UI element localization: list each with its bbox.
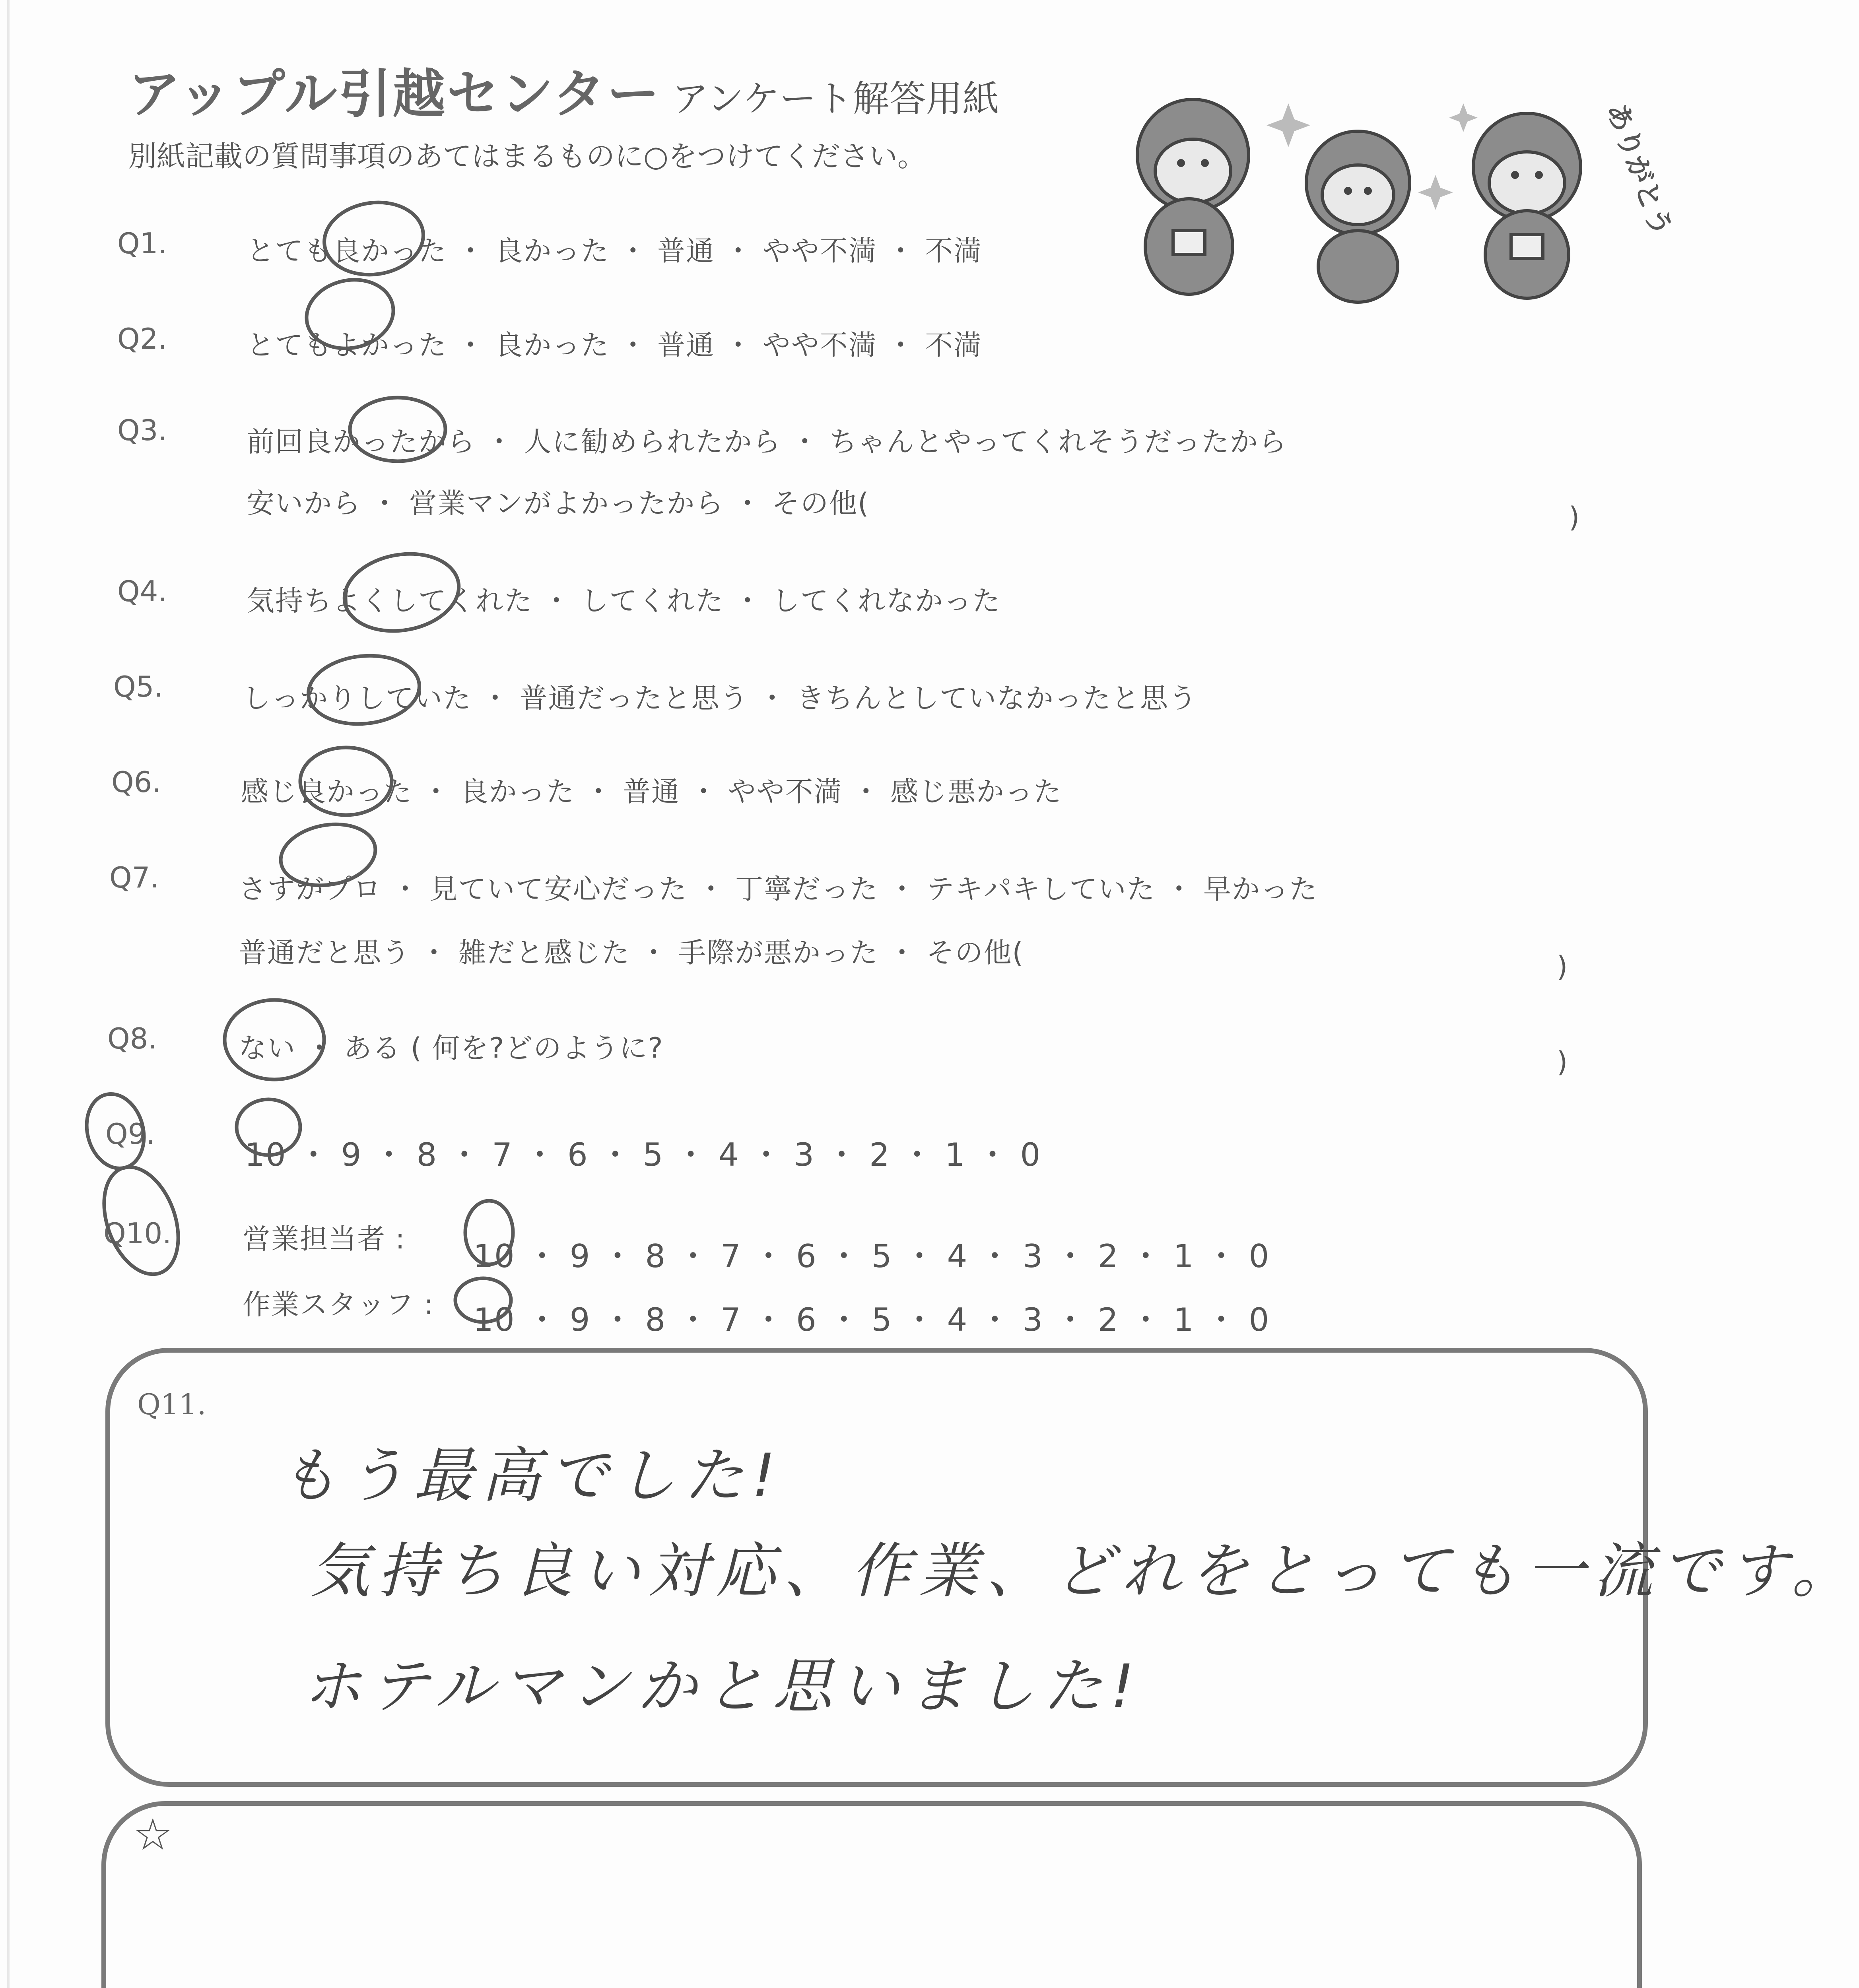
form-subtitle: アンケート解答用紙 (672, 78, 999, 120)
q8-label: Q8. (107, 1022, 157, 1055)
q2-options: とてもよかった ・ 良かった ・ 普通 ・ やや不満 ・ 不満 (247, 329, 983, 361)
q8-selection-circle (225, 1000, 324, 1079)
q5-label: Q5. (113, 670, 163, 703)
q10-label-circle (90, 1157, 192, 1284)
q3-close-paren: ) (1569, 501, 1580, 534)
q1-selection-circle (320, 196, 428, 281)
q7-close-paren: ) (1557, 950, 1568, 983)
q1-label: Q1. (117, 227, 167, 260)
q5-options: しっかりしていた ・ 普通だったと思う ・ きちんとしていなかったと思う (243, 682, 1198, 714)
q4-label: Q4. (117, 575, 167, 608)
q4-selection-circle (338, 545, 465, 639)
q2-label: Q2. (117, 322, 167, 355)
q10-sales-scale: 10 ・ 9 ・ 8 ・ 7 ・ 6 ・ 5 ・ 4 ・ 3 ・ 2 ・ 1 ・ 0 (473, 1238, 1270, 1275)
star-icon: ☆ (133, 1809, 173, 1860)
q6-selection-circle (300, 747, 392, 815)
q3-options-line1: 前回良かったから ・ 人に勧められたから ・ ちゃんとやってくれそうだったから (247, 425, 1288, 458)
q4-options: 気持ちよくしてくれた ・ してくれた ・ してくれなかった (247, 584, 1001, 617)
q10-sales-selection-circle (465, 1201, 513, 1264)
mascot-text: ありがとう (1600, 98, 1678, 241)
q10-sales-label: 営業担当者 : (243, 1223, 406, 1255)
q9-scale: 10 ・ 9 ・ 8 ・ 7 ・ 6 ・ 5 ・ 4 ・ 3 ・ 2 ・ 1 ・ 0 (245, 1136, 1041, 1173)
q11-answer-line-2: 気持ち良い対応、作業、どれをとっても一流です。 (310, 1537, 1859, 1606)
q7-selection-circle (276, 817, 380, 892)
q11-answer-line-1: もう最高でした! (278, 1441, 784, 1510)
q8-close-paren: ) (1557, 1046, 1568, 1078)
q11-label: Q11. (137, 1388, 206, 1421)
company-title: アップル引越センター (128, 64, 661, 125)
q7-label: Q7. (109, 861, 159, 894)
q7-options-line2: 普通だと思う ・ 雑だと感じた ・ 手際が悪かった ・ その他( (239, 936, 1024, 969)
q11-answer-line-3: ホテルマンかと思いました! (302, 1652, 1142, 1721)
instruction-text: 別紙記載の質問事項のあてはまるものに○をつけてください。 (128, 140, 926, 173)
q10-staff-scale: 10 ・ 9 ・ 8 ・ 7 ・ 6 ・ 5 ・ 4 ・ 3 ・ 2 ・ 1 ・ 0 (473, 1301, 1270, 1338)
q10-staff-label: 作業スタッフ : (243, 1288, 434, 1321)
q7-options-line1: さすがプロ ・ 見ていて安心だった ・ 丁寧だった ・ テキパキしていた ・ 早かった (239, 873, 1318, 905)
q1-options: とても良かった ・ 良かった ・ 普通 ・ やや不満 ・ 不満 (247, 235, 983, 267)
q10-label: Q10. (103, 1217, 172, 1250)
q10-staff-selection-circle (455, 1278, 511, 1322)
q2-selection-circle (300, 272, 400, 356)
q9-label-circle (79, 1087, 152, 1175)
q9-selection-circle (237, 1099, 300, 1155)
q3-label: Q3. (117, 414, 167, 447)
q3-options-line2: 安いから ・ 営業マンがよかったから ・ その他( (247, 487, 870, 520)
q3-selection-circle (350, 398, 445, 461)
q8-options: ない ・ ある ( 何を?どのように? (239, 1032, 664, 1064)
q5-selection-circle (305, 650, 423, 729)
q9-label: Q9. (105, 1117, 155, 1151)
q6-label: Q6. (111, 765, 161, 799)
q6-options: 感じ良かった ・ 良かった ・ 普通 ・ やや不満 ・ 感じ悪かった (241, 775, 1063, 808)
